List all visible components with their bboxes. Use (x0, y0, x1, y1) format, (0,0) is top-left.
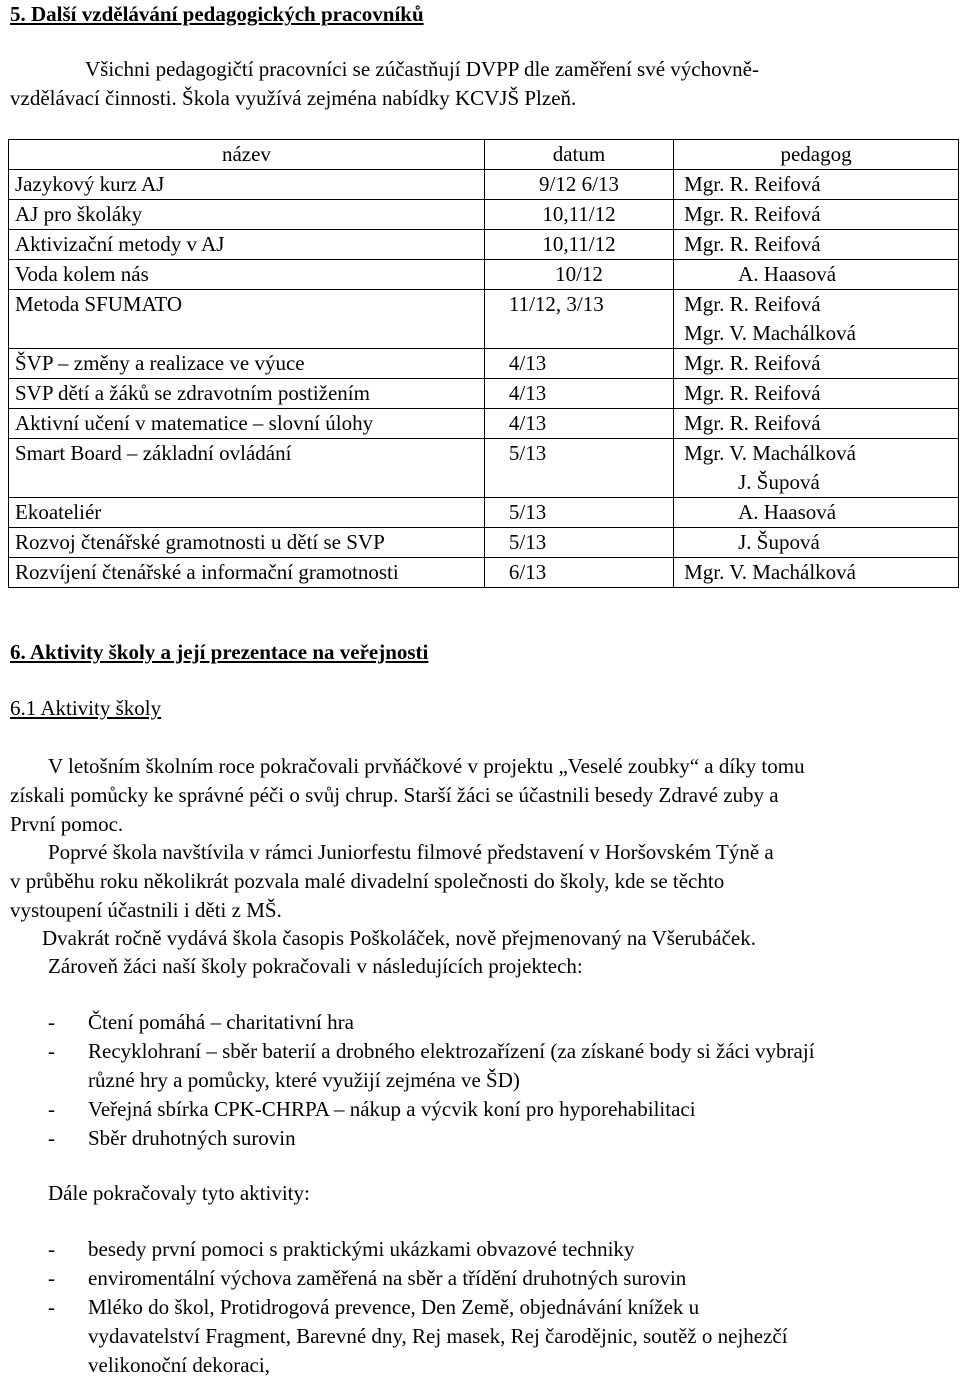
list-item (48, 1095, 948, 1124)
pedagog-name: Mgr. V. Machálková (684, 321, 857, 345)
course-pedagog (674, 260, 959, 290)
course-name: Rozvoj čtenářské gramotnosti u dětí se SVP (9, 528, 485, 558)
course-pedagog (674, 409, 959, 439)
table-row (9, 498, 959, 528)
p3-line: Dvakrát ročně vydává škola časopis Poškoláček, nově přejmenovaný na Všerubáček. (42, 926, 756, 950)
p2-line-3: vystoupení účastnili i děti z MŠ. (10, 898, 282, 922)
course-date: 4/13 (484, 379, 673, 409)
activities-list (48, 1235, 948, 1380)
list-item-line: Veřejná sbírka CPK-CHRPA – nákup a výcvik koní pro hyporehabilitaci (88, 1097, 696, 1121)
paragraph-4 (48, 952, 583, 981)
p5-line: Dále pokračovaly tyto aktivity: (48, 1181, 310, 1205)
course-name: ŠVP – změny a realizace ve výuce (9, 349, 485, 379)
pedagog-name: A. Haasová (738, 500, 837, 524)
p1-line-3: První pomoc. (10, 812, 124, 836)
table-row (9, 349, 959, 379)
section6-heading: 6. Aktivity školy a její prezentace na veřejnosti (10, 640, 429, 664)
paragraph-3 (42, 924, 756, 953)
table-row (9, 200, 959, 230)
pedagog-name: Mgr. R. Reifová (684, 232, 821, 256)
pedagog-name: Mgr. V. Machálková (684, 441, 857, 465)
section5-intro (10, 55, 945, 113)
list-item (48, 1235, 948, 1264)
course-date: 10,11/12 (484, 200, 673, 230)
course-pedagog (674, 349, 959, 379)
intro-line-2: vzdělávací činnosti. Škola využívá zejména nabídky KCVJŠ Plzeň. (10, 86, 577, 110)
course-pedagog (674, 439, 959, 498)
table-row (9, 170, 959, 200)
course-date: 6/13 (484, 558, 673, 588)
bullet-dash: - (48, 1097, 55, 1121)
course-name: Aktivní učení v matematice – slovní úlohy (9, 409, 485, 439)
header-pedagog: pedagog (674, 140, 959, 170)
table-row (9, 409, 959, 439)
course-pedagog (674, 170, 959, 200)
dvpp-table (8, 139, 959, 588)
p4-line: Zároveň žáci naší školy pokračovali v následujících projektech: (48, 954, 583, 978)
intro-line-1: Všichni pedagogičtí pracovníci se zúčastňují DVPP dle zaměření své výchovně- (85, 57, 759, 81)
course-date: 4/13 (484, 349, 673, 379)
list-item (48, 1264, 948, 1293)
course-date: 11/12, 3/13 (484, 290, 673, 349)
list-item-line: velikonoční dekoraci, (88, 1353, 270, 1377)
table-row (9, 379, 959, 409)
course-pedagog (674, 528, 959, 558)
course-date: 5/13 (484, 528, 673, 558)
pedagog-name: Mgr. R. Reifová (684, 411, 821, 435)
list-item-line: vydavatelství Fragment, Barevné dny, Rej masek, Rej čarodějnic, soutěž o nejhezčí (88, 1324, 788, 1348)
course-date: 10/12 (484, 260, 673, 290)
course-name: Jazykový kurz AJ (9, 170, 485, 200)
pedagog-name: Mgr. R. Reifová (684, 172, 821, 196)
pedagog-name: J. Šupová (738, 470, 820, 494)
p1-line-1: V letošním školním roce pokračovali prvňáčkové v projektu „Veselé zoubky“ a díky tomu (48, 754, 805, 778)
course-name: Aktivizační metody v AJ (9, 230, 485, 260)
bullet-dash: - (48, 1295, 55, 1319)
section5-heading: 5. Další vzdělávání pedagogických pracovníků (10, 2, 424, 26)
pedagog-name: A. Haasová (738, 262, 837, 286)
bullet-dash: - (48, 1266, 55, 1290)
pedagog-name: Mgr. R. Reifová (684, 351, 821, 375)
list-item-line: Recyklohraní – sběr baterií a drobného elektrozařízení (za získané body si žáci vybrají (88, 1039, 815, 1063)
table-row (9, 528, 959, 558)
paragraph-2 (10, 838, 945, 925)
table-row (9, 558, 959, 588)
bullet-dash: - (48, 1039, 55, 1063)
table-row (9, 290, 959, 349)
projects-list (48, 1008, 948, 1153)
course-name: Ekoateliér (9, 498, 485, 528)
pedagog-name: J. Šupová (738, 530, 820, 554)
course-date: 5/13 (484, 439, 673, 498)
list-item (48, 1037, 948, 1095)
course-name: AJ pro školáky (9, 200, 485, 230)
course-pedagog (674, 379, 959, 409)
course-pedagog (674, 558, 959, 588)
list-item-line: enviromentální výchova zaměřená na sběr a třídění druhotných surovin (88, 1266, 687, 1290)
list-item (48, 1124, 948, 1153)
paragraph-5 (48, 1179, 310, 1208)
table-header-row (9, 140, 959, 170)
pedagog-name: Mgr. R. Reifová (684, 202, 821, 226)
bullet-dash: - (48, 1126, 55, 1150)
p2-line-1: Poprvé škola navštívila v rámci Juniorfestu filmové představení v Horšovském Týně a (48, 840, 774, 864)
course-pedagog (674, 230, 959, 260)
bullet-dash: - (48, 1237, 55, 1261)
list-item (48, 1293, 948, 1380)
list-item (48, 1008, 948, 1037)
list-item-line: různé hry a pomůcky, které využijí zejména ve ŠD) (88, 1068, 520, 1092)
course-pedagog (674, 498, 959, 528)
pedagog-name: Mgr. R. Reifová (684, 381, 821, 405)
course-date: 5/13 (484, 498, 673, 528)
course-pedagog (674, 200, 959, 230)
p2-line-2: v průběhu roku několikrát pozvala malé divadelní společnosti do školy, kde se těchto (10, 869, 725, 893)
course-date: 9/12 6/13 (484, 170, 673, 200)
course-date: 10,11/12 (484, 230, 673, 260)
list-item-line: besedy první pomoci s praktickými ukázkami obvazové techniky (88, 1237, 635, 1261)
course-date: 4/13 (484, 409, 673, 439)
p1-line-2: získali pomůcky ke správné péči o svůj chrup. Starší žáci se účastnili besedy Zdravé zuby a (10, 783, 779, 807)
list-item-line: Mléko do škol, Protidrogová prevence, Den Země, objednávání knížek u (88, 1295, 700, 1319)
header-date: datum (484, 140, 673, 170)
section61-subheading: 6.1 Aktivity školy (10, 696, 162, 720)
paragraph-1 (10, 752, 945, 839)
course-name: SVP dětí a žáků se zdravotním postižením (9, 379, 485, 409)
list-item-line: Čtení pomáhá – charitativní hra (88, 1010, 354, 1034)
list-item-line: Sběr druhotných surovin (88, 1126, 296, 1150)
course-name: Voda kolem nás (9, 260, 485, 290)
header-name: název (9, 140, 485, 170)
table-row (9, 439, 959, 498)
pedagog-name: Mgr. V. Machálková (684, 560, 857, 584)
course-name: Rozvíjení čtenářské a informační gramotnosti (9, 558, 485, 588)
course-name: Smart Board – základní ovládání (9, 439, 485, 498)
course-name: Metoda SFUMATO (9, 290, 485, 349)
bullet-dash: - (48, 1010, 55, 1034)
pedagog-name: Mgr. R. Reifová (684, 292, 821, 316)
table-row (9, 230, 959, 260)
course-pedagog (674, 290, 959, 349)
table-row (9, 260, 959, 290)
